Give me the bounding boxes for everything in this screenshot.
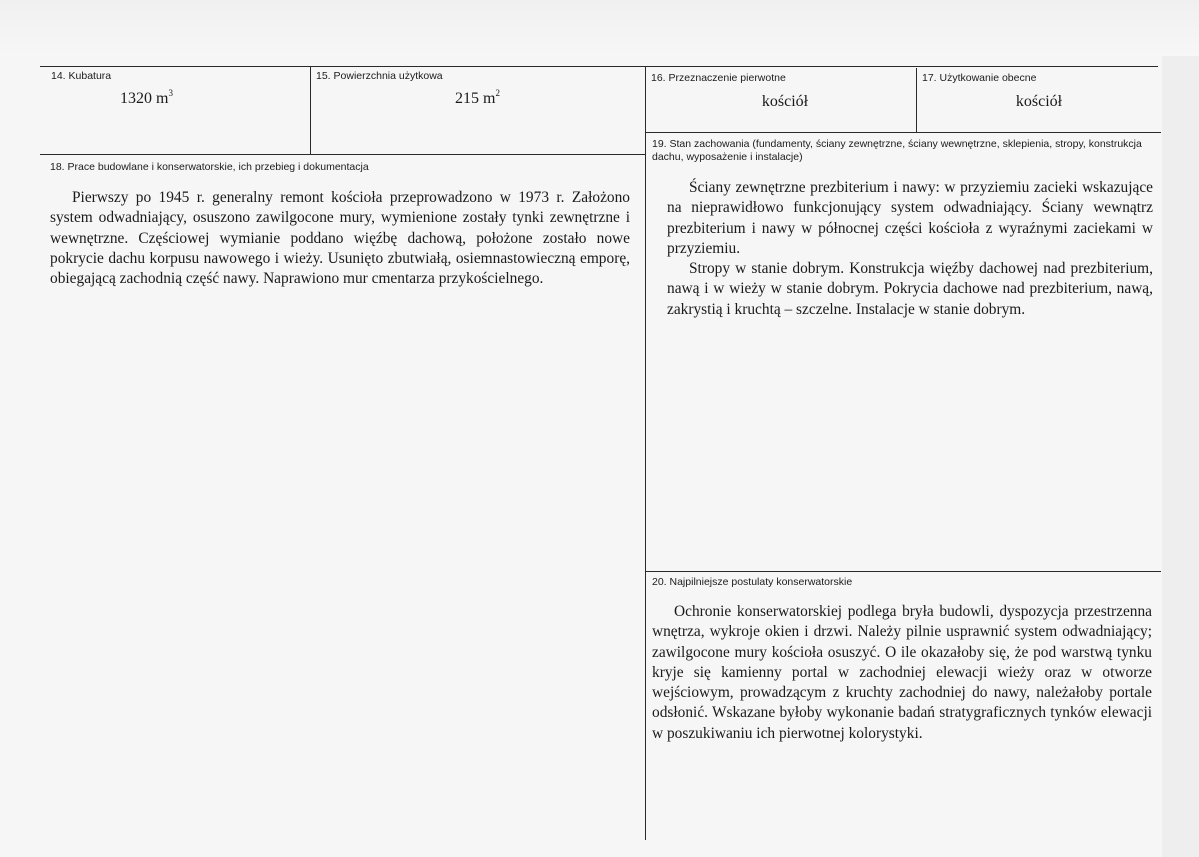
- top-rule: [40, 66, 1158, 67]
- kubatura-unit-exponent: 3: [168, 88, 173, 98]
- section-20-rule: [645, 571, 1161, 572]
- divider-16-17: [916, 68, 917, 132]
- field-14-label: 14. Kubatura: [51, 70, 112, 82]
- left-row-rule: [40, 154, 645, 155]
- field-19-text: [667, 178, 1153, 320]
- field-16-value: kościół: [761, 93, 809, 110]
- field-18-label: 18. Prace budowlane i konserwatorskie, ich przebieg i dokumentacja: [50, 161, 369, 173]
- field-18-text: [50, 188, 630, 289]
- right-row-rule: [645, 132, 1161, 133]
- prace-paragraph: Pierwszy po 1945 r. generalny remont kościoła przeprowadzono w 1973 r. Założono system odwadniający, osuszono zawilgocone mury, wymienione zostały tynki zewnętrzne i wewnętrzne. Częściowej wymianie poddano więźbę dachową, położone zostało nowe pokrycie dachu korpusu nawowego i wieży. Usunięto zbutwiałą, osiemnastowieczną emporę, obiegającą zachodnią część nawy. Naprawiono mur cmentarza przykościelnego.: [50, 189, 630, 288]
- divider-14-15: [310, 66, 311, 154]
- stan-paragraph-1: Ściany zewnętrzne prezbiterium i nawy: w przyziemiu zacieki wskazujące na nieprawidłowo funkcjonujący system odwadniający. Ściany wewnątrz prezbiterium i nawy w północnej części kościoła z wyraźnymi zaciekami w przyziemiu.: [667, 179, 1153, 257]
- field-17-value: kościół: [1015, 93, 1063, 110]
- center-divider: [645, 66, 646, 840]
- field-15-label: 15. Powierzchnia użytkowa: [316, 70, 443, 82]
- field-15-value: [455, 90, 500, 108]
- powierzchnia-unit-exponent: 2: [495, 88, 500, 98]
- postulaty-paragraph: Ochronie konserwatorskiej podlega bryła budowli, dyspozycja przestrzenna wnętrza, wykroje okien i drzwi. Należy pilnie usprawnić system odwadniający; zawilgocone mury kościoła osuszyć. O ile okazałoby się, że pod warstwą tynku kryje się kamienny portal w zachodniej elewacji wieży oraz w otworze wejściowym, prowadzącym z kruchty zachodniej do nawy, należałoby portale odsłonić. Wskazane byłoby wykonanie badań stratygraficznych tynków elewacji w poszukiwaniu ich pierwotnej kolorystyki.: [652, 603, 1152, 742]
- field-20-label: 20. Najpilniejsze postulaty konserwatorskie: [652, 576, 853, 588]
- powierzchnia-number: 215 m: [455, 90, 496, 107]
- scan-top-margin: [0, 0, 1199, 56]
- stan-paragraph-2: Stropy w stanie dobrym. Konstrukcja więźby dachowej nad prezbiterium, nawą i w wieży w stanie dobrym. Pokrycia dachowe nad prezbiterium, nawą, zakrystią i kruchtą – szczelne. Instalacje w stanie dobrym.: [667, 260, 1153, 318]
- field-14-value: [120, 90, 173, 108]
- scan-right-margin: [1162, 56, 1199, 857]
- field-16-label: 16. Przeznaczenie pierwotne: [651, 72, 786, 84]
- field-19-label: 19. Stan zachowania (fundamenty, ściany zewnętrzne, ściany wewnętrzne, sklepienia, stropy, konstrukcja dachu, wyposażenie i instalacje): [652, 138, 1142, 163]
- field-17-label: 17. Użytkowanie obecne: [922, 72, 1037, 84]
- field-20-text: [652, 602, 1152, 744]
- kubatura-number: 1320 m: [120, 90, 169, 107]
